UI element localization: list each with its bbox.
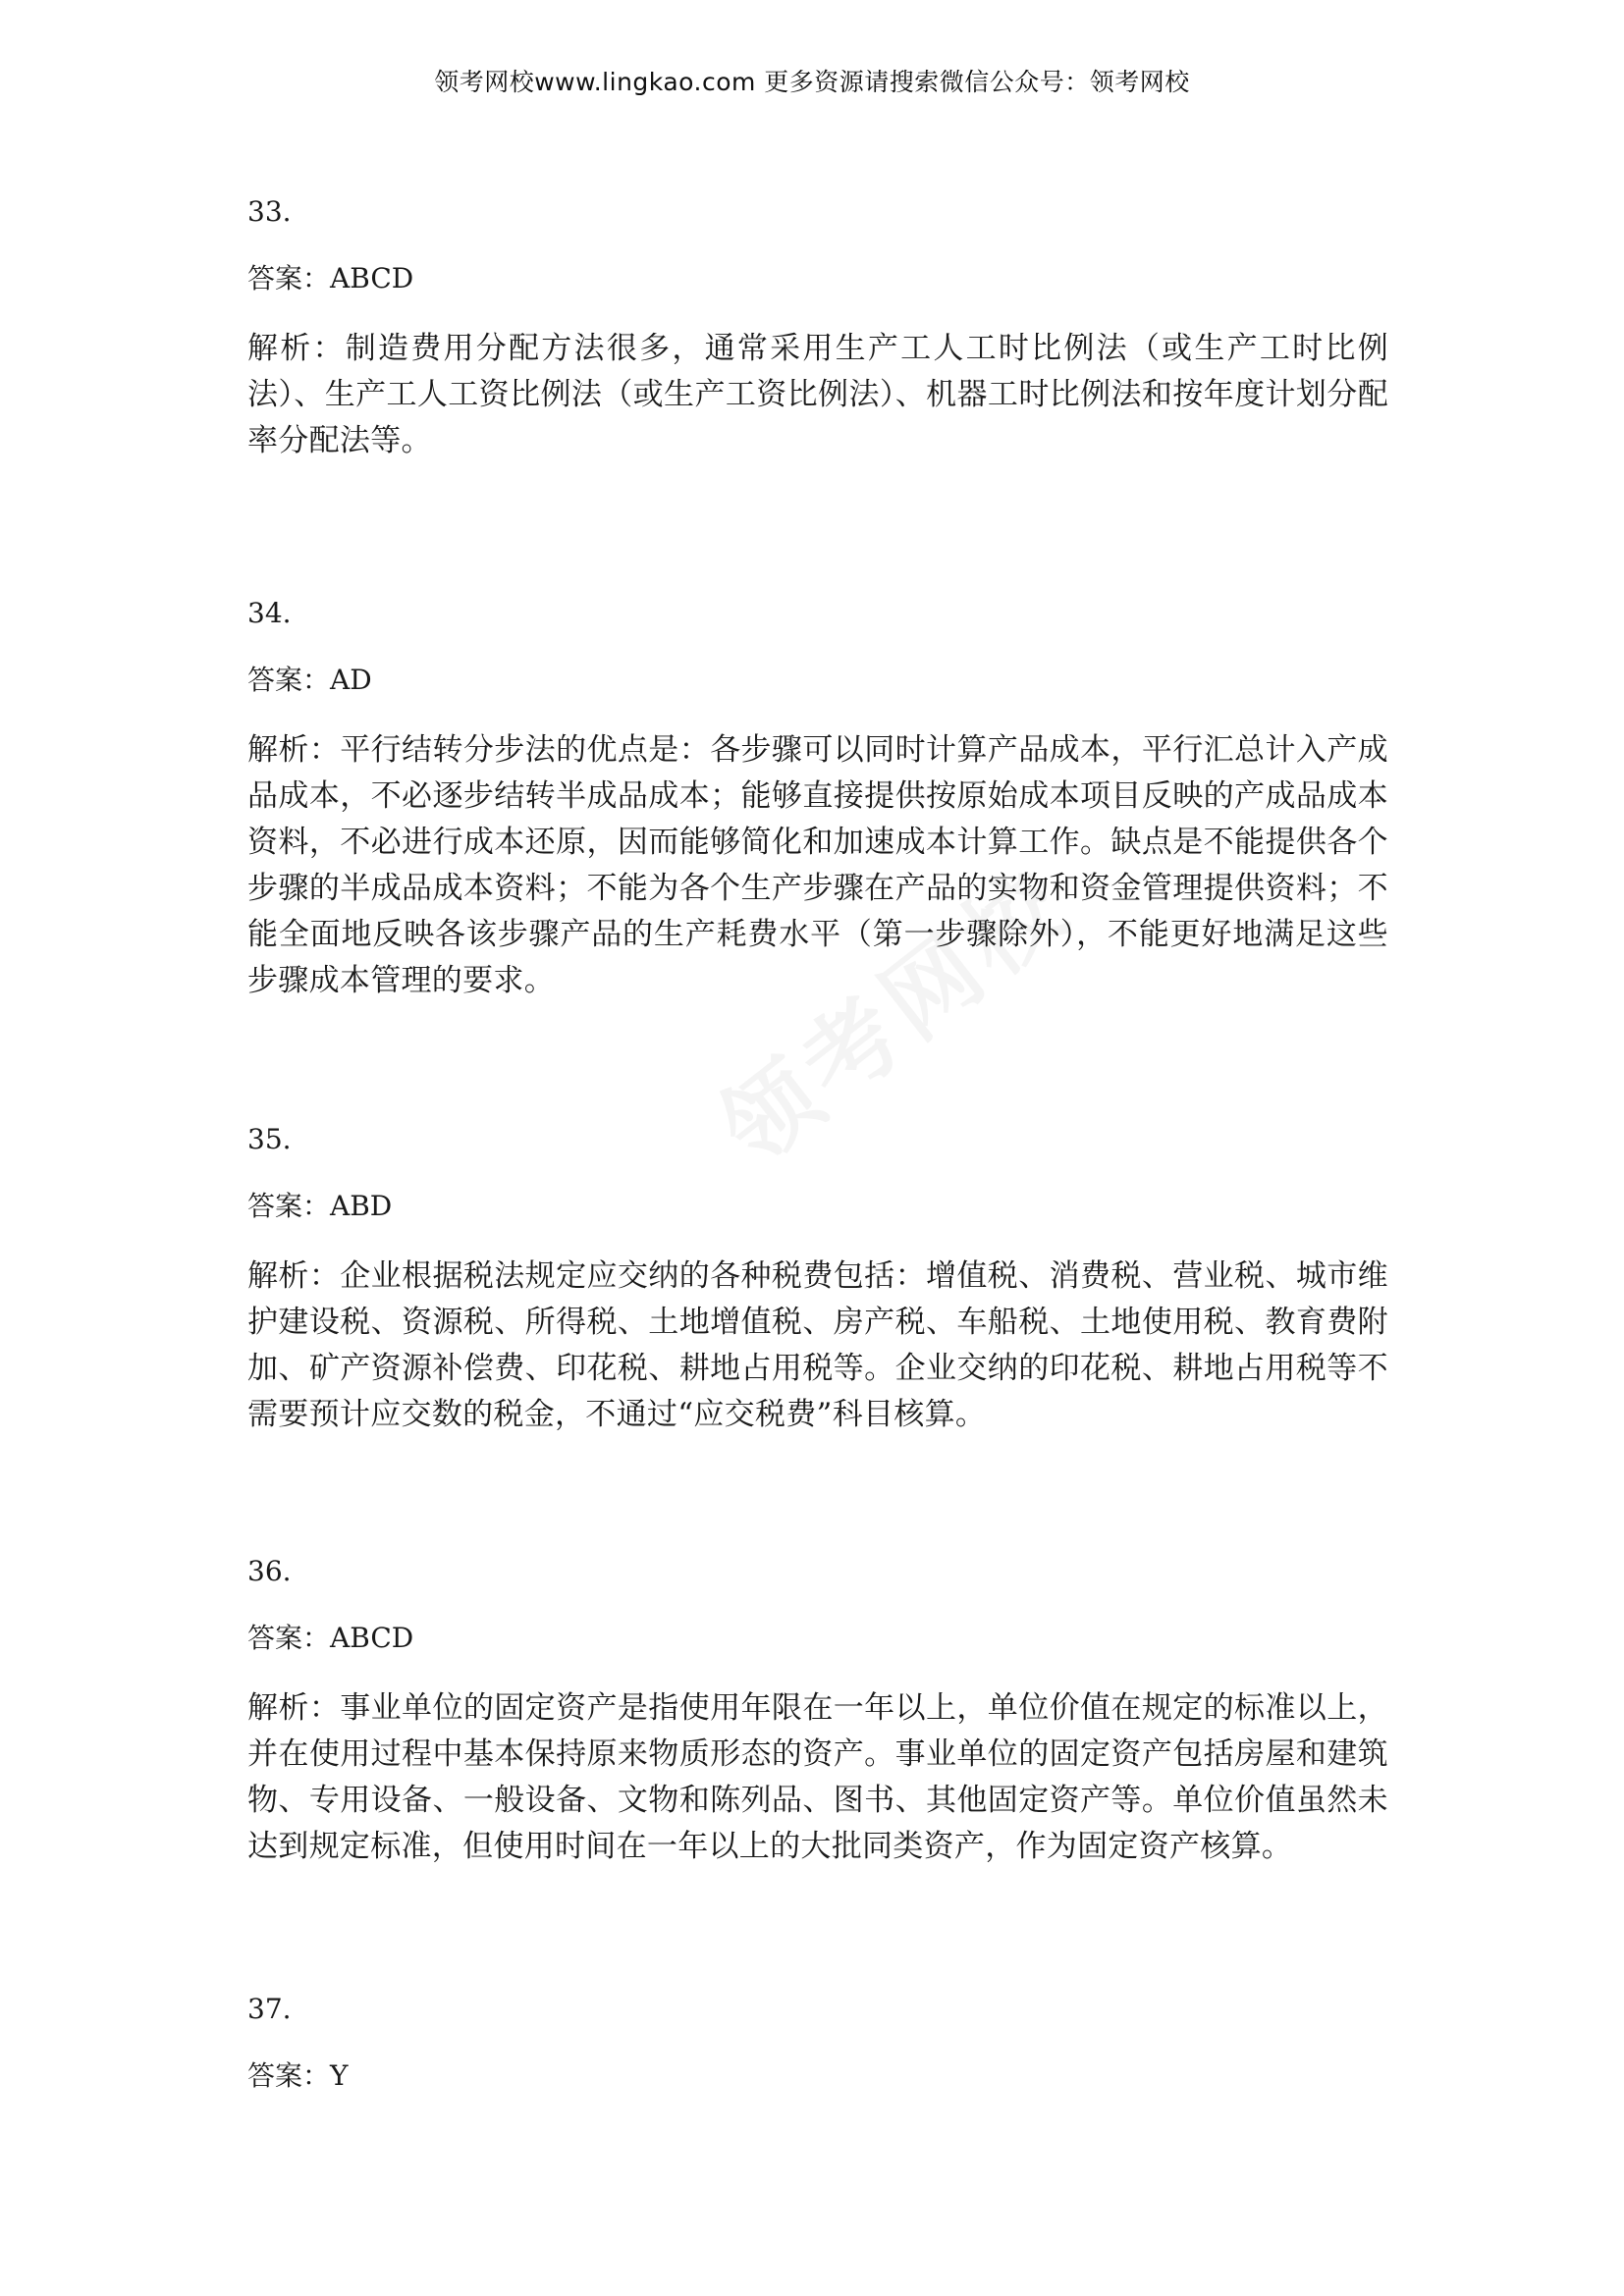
question-number: 37.	[247, 1993, 292, 2025]
spacer	[247, 464, 1388, 594]
question-37	[247, 1990, 1388, 2096]
page-header: 领考网校www.lingkao.com 更多资源请搜索微信公众号：领考网校	[434, 68, 1190, 96]
question-answer: 答案：ABCD	[247, 262, 414, 294]
question-34	[247, 594, 1388, 1004]
spacer	[247, 1004, 1388, 1120]
spacer	[247, 1438, 1388, 1552]
question-answer: 答案：AD	[247, 664, 372, 696]
question-explanation: 解析：平行结转分步法的优点是：各步骤可以同时计算产品成本，平行汇总计入产成品成本，不必逐步结转半成品成本；能够直接提供按原始成本项目反映的产成品成本资料，不必进行成本还原，因而能够简化和加速成本计算工作。缺点是不能提供各个步骤的半成品成本资料；不能为各个生产步骤在产品的实物和资金管理提供资料；不能全面地反映各该步骤产品的生产耗费水平（第一步骤除外），不能更好地满足这些步骤成本管理的要求。	[247, 732, 1388, 998]
question-answer: 答案：ABCD	[247, 1622, 414, 1654]
question-number: 35.	[247, 1123, 292, 1155]
question-number: 33.	[247, 195, 292, 228]
question-36	[247, 1552, 1388, 1870]
question-explanation: 解析：事业单位的固定资产是指使用年限在一年以上，单位价值在规定的标准以上，并在使用过程中基本保持原来物质形态的资产。事业单位的固定资产包括房屋和建筑物、专用设备、一般设备、文物和陈列品、图书、其他固定资产等。单位价值虽然未达到规定标准，但使用时间在一年以上的大批同类资产，作为固定资产核算。	[247, 1690, 1388, 1864]
spacer	[247, 1870, 1388, 1990]
question-35	[247, 1120, 1388, 1438]
question-number: 36.	[247, 1555, 292, 1587]
question-answer: 答案：Y	[247, 2059, 349, 2092]
question-explanation: 解析：企业根据税法规定应交纳的各种税费包括：增值税、消费税、营业税、城市维护建设税、资源税、所得税、土地增值税、房产税、车船税、土地使用税、教育费附加、矿产资源补偿费、印花税、耕地占用税等。企业交纳的印花税、耕地占用税等不需要预计应交数的税金，不通过“应交税费”科目核算。	[247, 1258, 1388, 1432]
question-answer: 答案：ABD	[247, 1190, 393, 1222]
answer-key-content	[247, 192, 1388, 2123]
question-number: 34.	[247, 597, 292, 629]
question-33	[247, 192, 1388, 464]
question-explanation: 解析：制造费用分配方法很多，通常采用生产工人工时比例法（或生产工时比例法）、生产工人工资比例法（或生产工资比例法）、机器工时比例法和按年度计划分配率分配法等。	[247, 331, 1388, 458]
